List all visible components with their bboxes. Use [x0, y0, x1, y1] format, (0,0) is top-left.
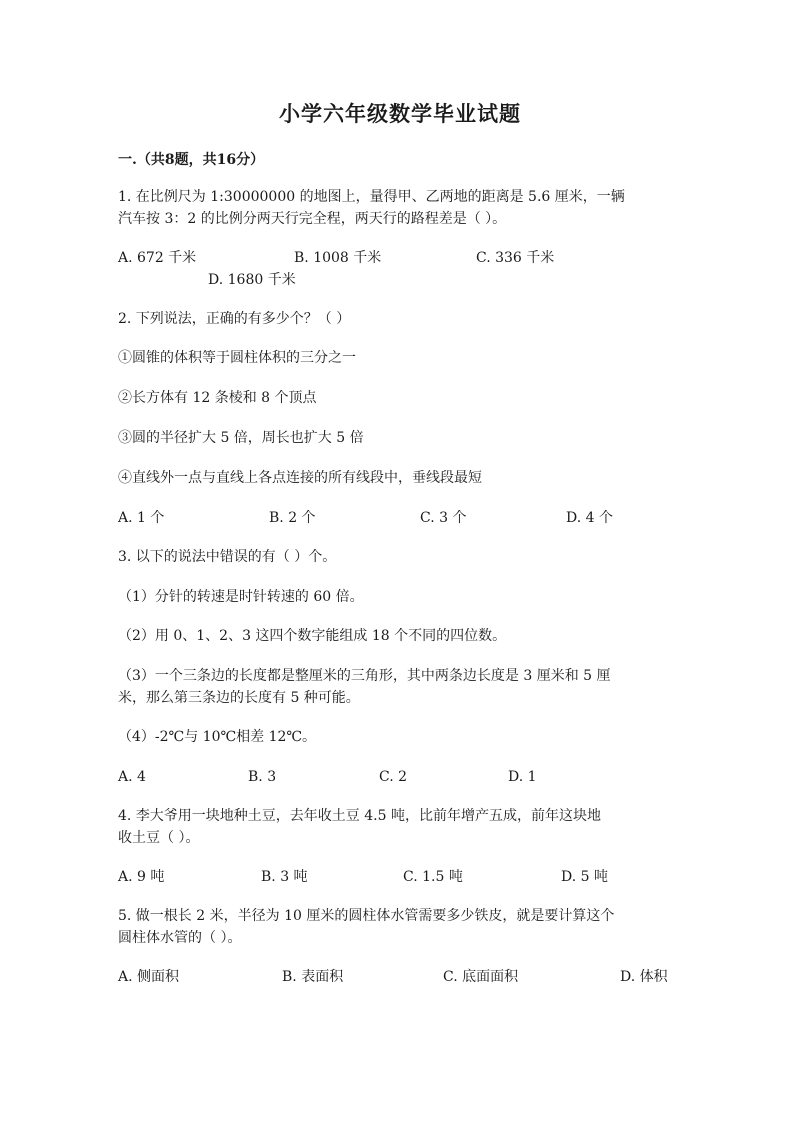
question-3-statement-2: （2）用 0、1、2、3 这四个数字能组成 18 个不同的四位数。: [118, 628, 507, 644]
question-4-option-c: C. 1.5 吨: [403, 869, 463, 885]
question-3-option-c: C. 2: [379, 769, 408, 785]
question-1-text-line-1: 1. 在比例尺为 1:30000000 的地图上，量得甲、乙两地的距离是 5.6 厘米，一辆: [118, 189, 625, 205]
question-2-option-d: D. 4 个: [566, 510, 613, 526]
question-5-option-a: A. 侧面积: [118, 969, 180, 985]
question-3-stem: 3. 以下的说法中错误的有（ ）个。: [118, 549, 337, 565]
question-5-option-c: C. 底面面积: [443, 969, 519, 985]
question-3-option-b: B. 3: [248, 769, 277, 785]
question-1-option-d: D. 1680 千米: [208, 272, 296, 288]
question-3-statement-4: （4）-2℃与 10℃相差 12℃。: [118, 729, 317, 745]
question-4-text-line-1: 4. 李大爷用一块地种土豆，去年收土豆 4.5 吨，比前年增产五成，前年这块地: [118, 808, 601, 824]
question-1-option-a: A. 672 千米: [118, 250, 197, 266]
question-2-statement-1: ①圆锥的体积等于圆柱体积的三分之一: [118, 350, 356, 366]
question-4-option-d: D. 5 吨: [561, 869, 608, 885]
question-4-text-line-2: 收土豆（ ）。: [118, 830, 200, 846]
page-title: 小学六年级数学毕业试题: [279, 101, 521, 126]
question-2-option-c: C. 3 个: [420, 510, 467, 526]
question-4-option-a: A. 9 吨: [118, 869, 165, 885]
question-5-option-b: B. 表面积: [282, 969, 344, 985]
question-2-option-b: B. 2 个: [269, 510, 316, 526]
question-1-option-c: C. 336 千米: [476, 250, 555, 266]
section-header: 一.（共8题，共16分）: [118, 152, 265, 168]
question-1-text-line-2: 汽车按 3：2 的比例分两天行完全程，两天行的路程差是（ ）。: [118, 211, 507, 227]
question-3-option-d: D. 1: [508, 769, 537, 785]
question-2-statement-2: ②长方体有 12 条棱和 8 个顶点: [118, 390, 317, 406]
question-2-statement-3: ③圆的半径扩大 5 倍，周长也扩大 5 倍: [118, 430, 364, 446]
question-5-text-line-2: 圆柱体水管的（ ）。: [118, 930, 242, 946]
question-5-text-line-1: 5. 做一根长 2 米，半径为 10 厘米的圆柱体水管需要多少铁皮，就是要计算这个: [118, 908, 615, 924]
question-2-statement-4: ④直线外一点与直线上各点连接的所有线段中，垂线段最短: [118, 470, 482, 486]
question-2-stem: 2. 下列说法，正确的有多少个？（ ）: [118, 311, 351, 327]
question-3-statement-3-line-1: （3）一个三条边的长度都是整厘米的三角形，其中两条边长度是 3 厘米和 5 厘: [118, 668, 611, 684]
question-1-option-b: B. 1008 千米: [294, 250, 382, 266]
question-3-statement-1: （1）分针的转速是时针转速的 60 倍。: [118, 589, 364, 605]
question-4-option-b: B. 3 吨: [261, 869, 308, 885]
question-2-option-a: A. 1 个: [118, 510, 165, 526]
question-3-option-a: A. 4: [118, 769, 146, 785]
question-3-statement-3-line-2: 米，那么第三条边的长度有 5 种可能。: [118, 690, 360, 706]
question-5-option-d: D. 体积: [620, 969, 668, 985]
